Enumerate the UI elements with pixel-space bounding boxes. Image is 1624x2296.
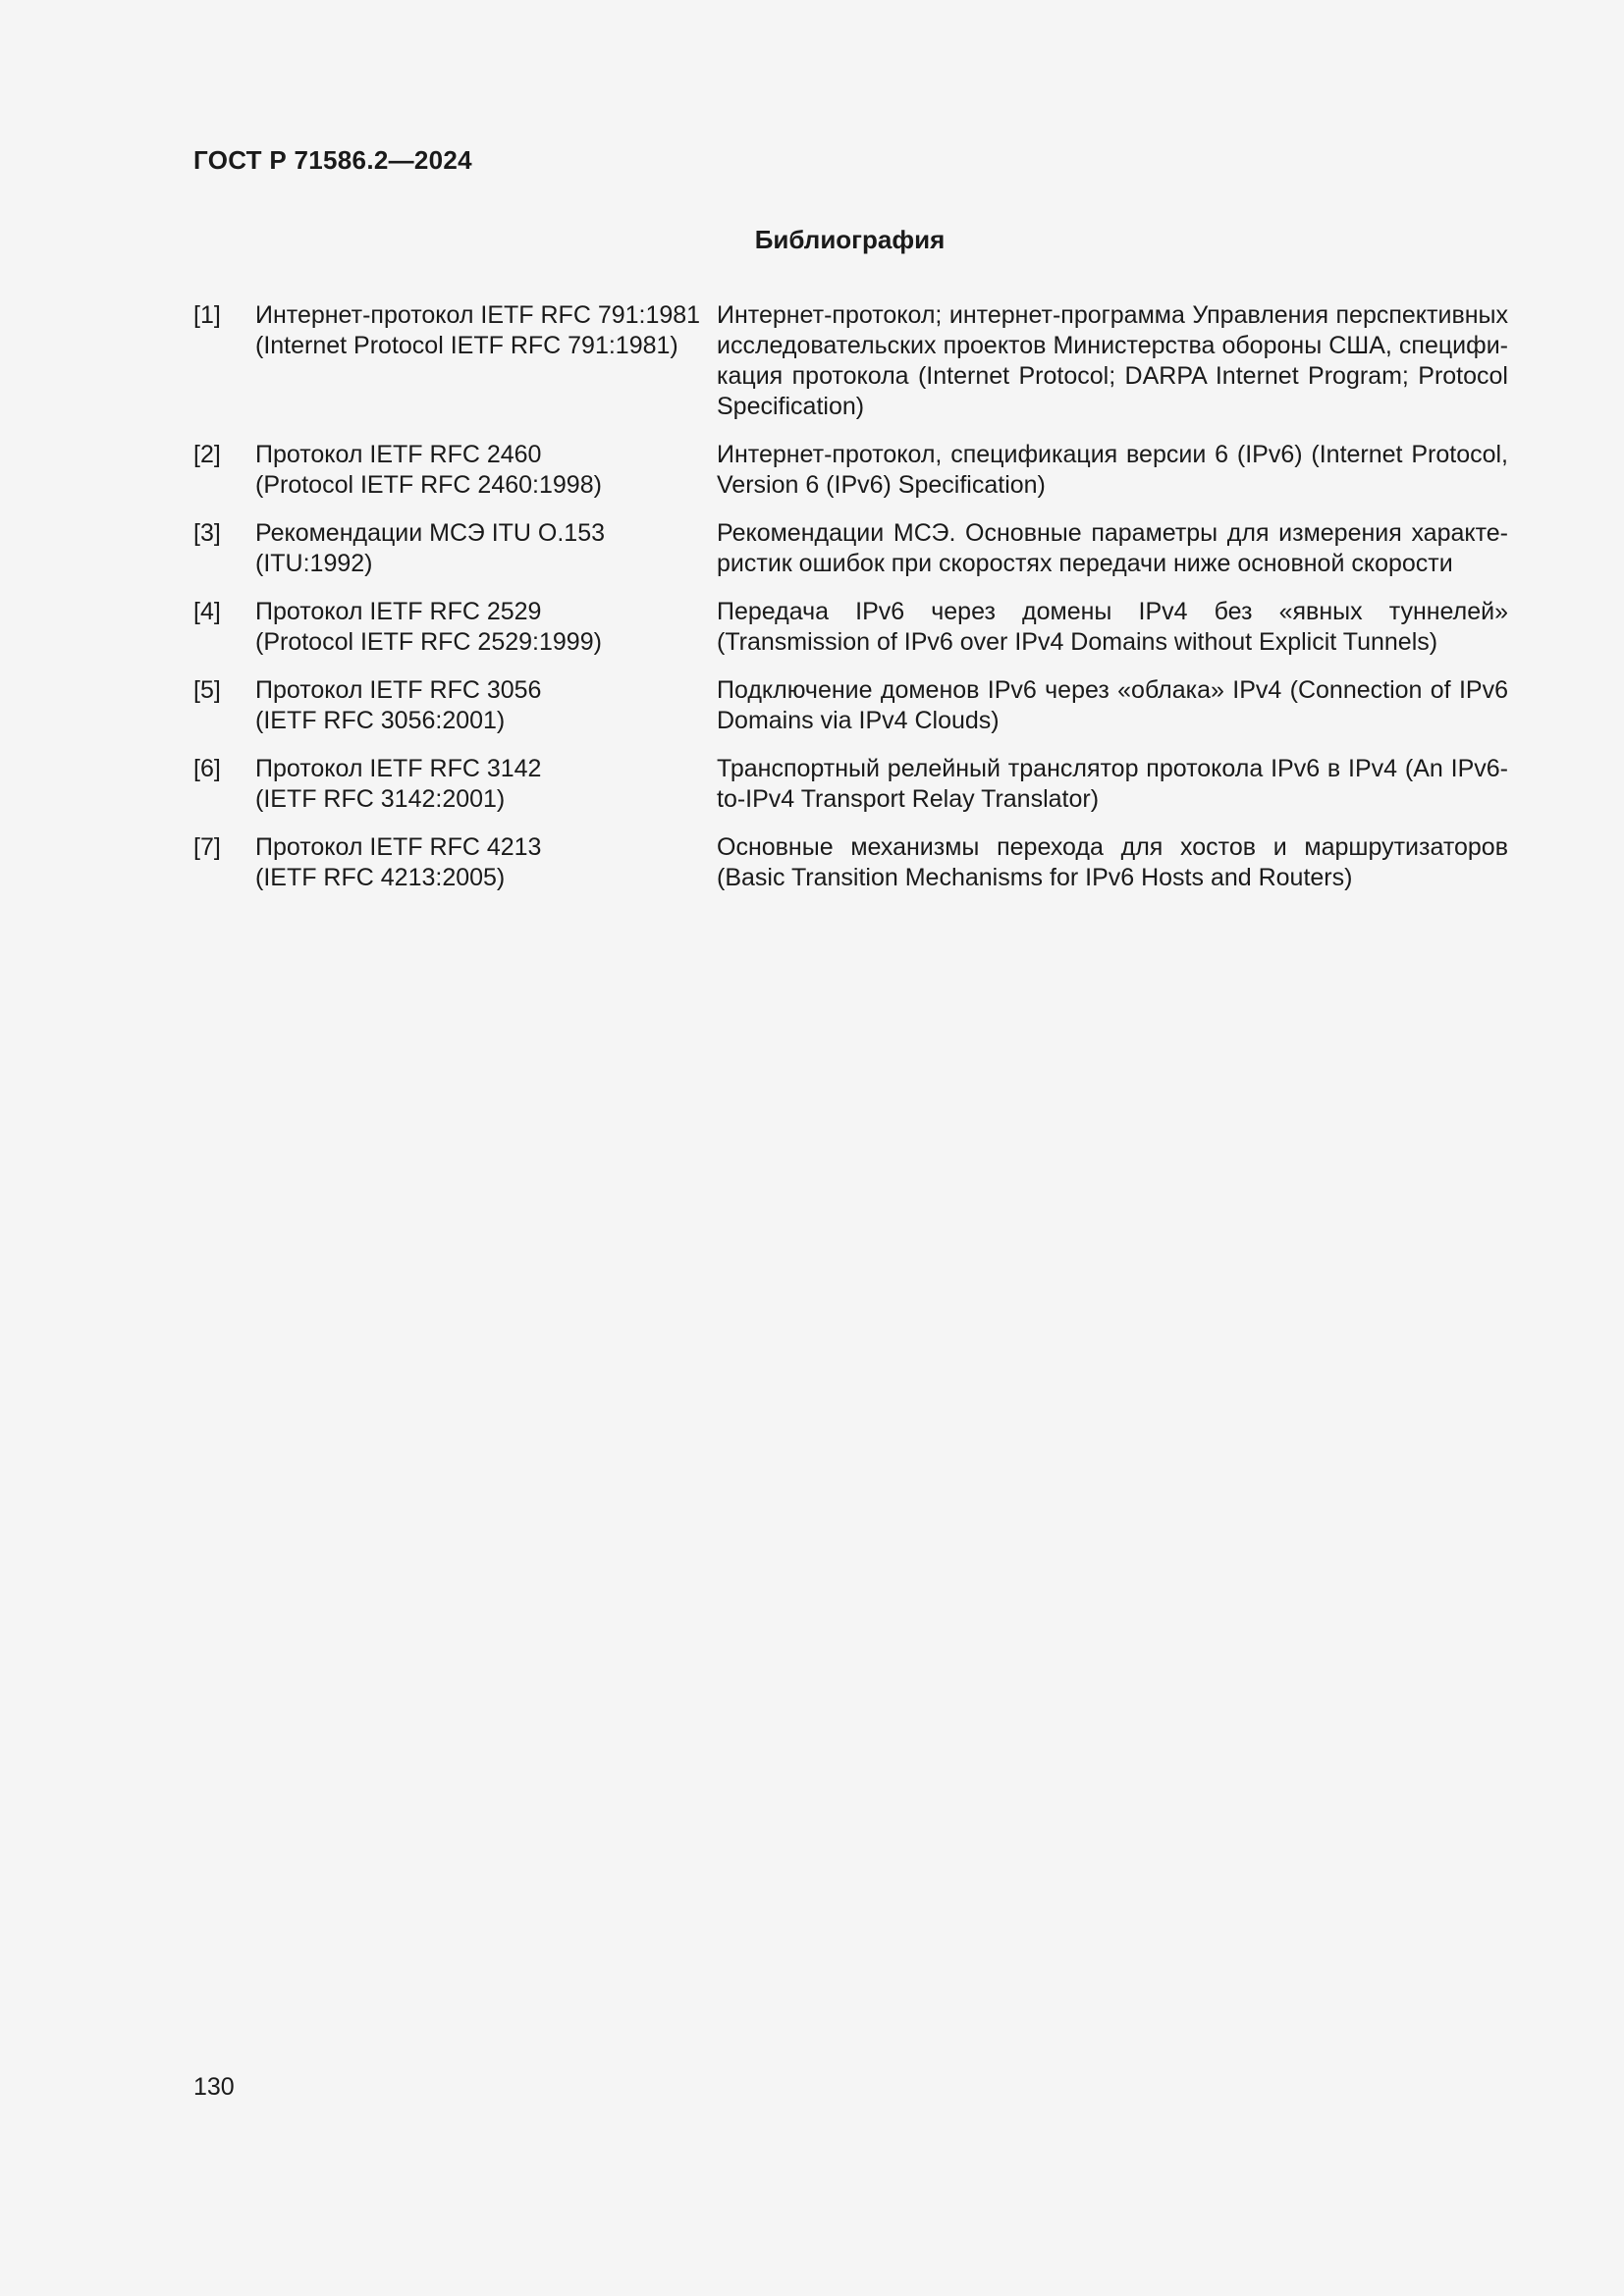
- entry-reference-line: Протокол IETF RFC 3056: [255, 676, 542, 704]
- entry-description: Передача IPv6 через домены IPv4 без «явных туннелей» (Transmission of IPv6 over IPv4 Domains without Explicit Tunnels): [717, 598, 1508, 656]
- entry-description: Интернет-протокол; интернет-программа Управления перспективных исследовательских проектов Министерства обороны США, спецификация протокола (Internet Protocol; DARPA Internet Program; Protocol Specification): [717, 301, 1508, 420]
- entry-reference: [255, 518, 717, 579]
- entry-description: Интернет-протокол, спецификация версии 6 (IPv6) (Internet Protocol, Version 6 (IPv6) Specification): [717, 441, 1508, 499]
- entry-reference-line: (Protocol IETF RFC 2529:1999): [255, 628, 602, 656]
- entry-reference-line: (IETF RFC 3142:2001): [255, 785, 506, 813]
- document-header: ГОСТ Р 71586.2—2024: [193, 145, 472, 175]
- bibliography-entry-6: [193, 754, 1508, 815]
- entry-reference-line: (Internet Protocol IETF RFC 791:1981): [255, 332, 678, 359]
- entry-reference-line: (IETF RFC 3056:2001): [255, 707, 506, 734]
- entry-number: [1]: [193, 301, 221, 329]
- entry-number: [5]: [193, 676, 221, 704]
- entry-number: [6]: [193, 755, 221, 782]
- bibliography-entry-3: [193, 518, 1508, 579]
- entry-reference-line: (IETF RFC 4213:2005): [255, 864, 506, 891]
- bibliography-entry-7: [193, 832, 1508, 893]
- entry-reference-line: Рекомендации МСЭ ITU O.153: [255, 519, 606, 547]
- entry-reference: [255, 832, 717, 893]
- page-number: 130: [193, 2073, 235, 2101]
- entry-reference: [255, 754, 717, 815]
- entry-reference: [255, 675, 717, 736]
- bibliography-entry-2: [193, 440, 1508, 501]
- entry-reference-line: (Protocol IETF RFC 2460:1998): [255, 471, 602, 499]
- entry-number: [3]: [193, 519, 221, 547]
- entry-reference: [255, 597, 717, 658]
- entry-description: Рекомендации МСЭ. Основные параметры для измерения характеристик ошибок при скоростях передачи ниже основной скорости: [717, 519, 1508, 577]
- entry-reference-line: Интернет-протокол IETF RFC 791:1981: [255, 301, 701, 329]
- entry-description: Основные механизмы перехода для хостов и маршрутизаторов (Basic Transition Mechanisms for IPv6 Hosts and Routers): [717, 833, 1508, 891]
- entry-number: [7]: [193, 833, 221, 861]
- entry-description: Транспортный релейный транслятор протокола IPv6 в IPv4 (An IPv6-to-IPv4 Transport Relay Translator): [717, 755, 1508, 813]
- entry-reference-line: Протокол IETF RFC 2460: [255, 441, 542, 468]
- entry-reference-line: Протокол IETF RFC 4213: [255, 833, 542, 861]
- entry-reference: [255, 440, 717, 501]
- bibliography-entry-4: [193, 597, 1508, 658]
- entry-reference-line: Протокол IETF RFC 3142: [255, 755, 542, 782]
- bibliography-entry-1: [193, 300, 1508, 422]
- entry-reference-line: Протокол IETF RFC 2529: [255, 598, 542, 625]
- entry-number: [2]: [193, 441, 221, 468]
- entry-reference-line: (ITU:1992): [255, 550, 373, 577]
- bibliography-entry-5: [193, 675, 1508, 736]
- section-title: Библиография: [754, 225, 946, 254]
- entry-reference: [255, 300, 717, 422]
- bibliography-list: [193, 300, 1508, 911]
- entry-number: [4]: [193, 598, 221, 625]
- entry-description: Подключение доменов IPv6 через «облака» IPv4 (Connection of IPv6 Domains via IPv4 Clouds): [717, 676, 1508, 734]
